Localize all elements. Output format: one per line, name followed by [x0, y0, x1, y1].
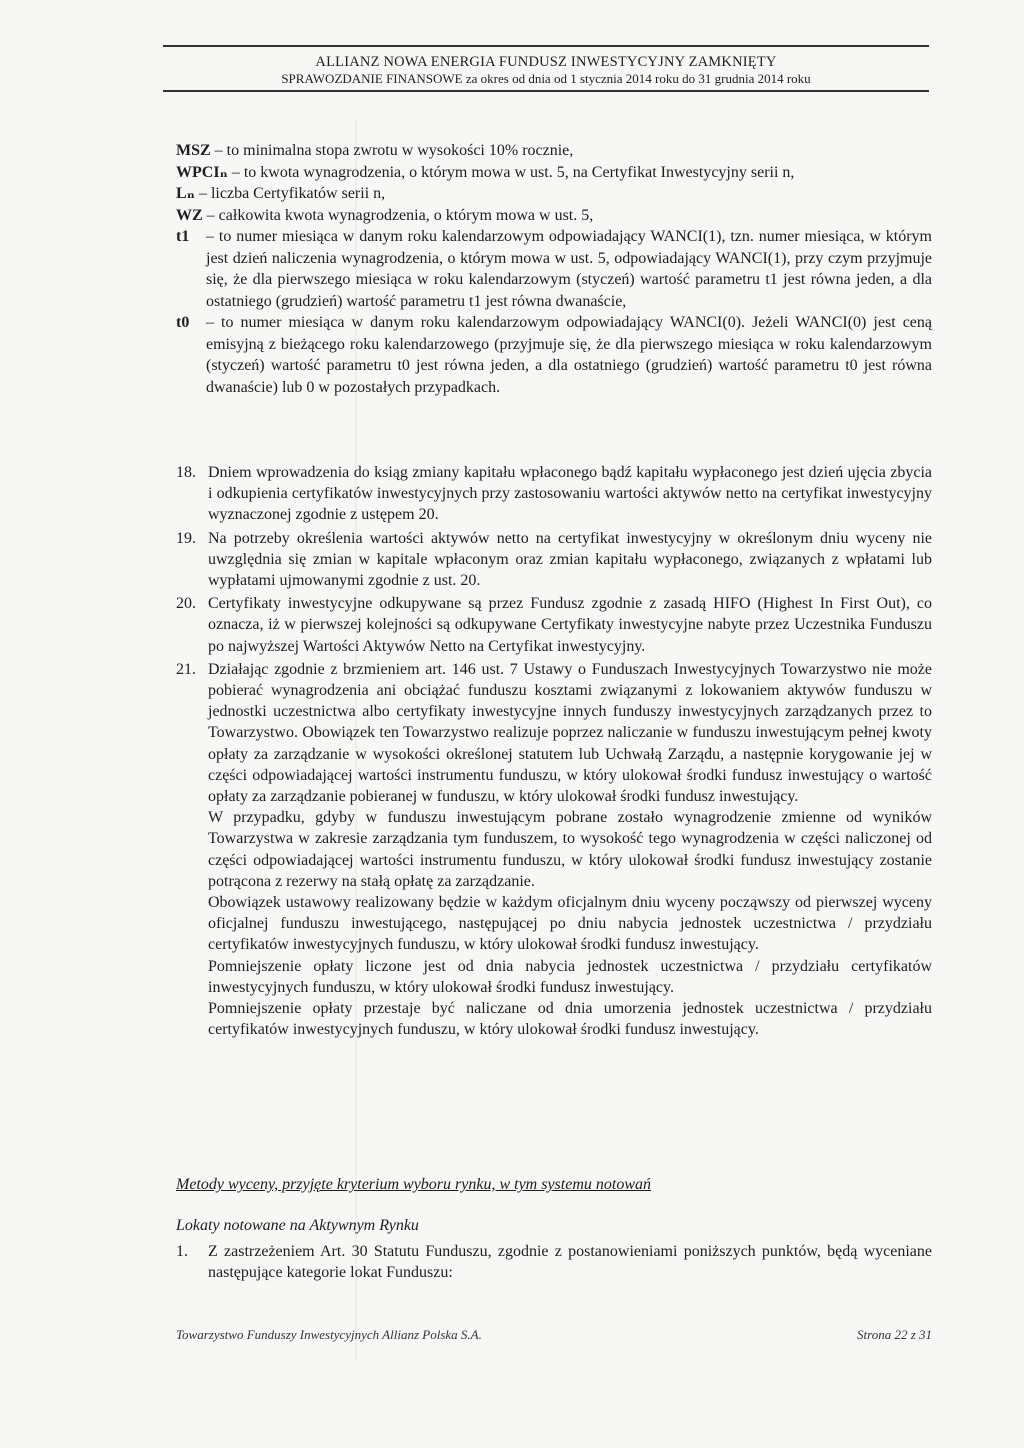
paragraph-number: 18.: [176, 464, 196, 481]
definition-term: WPCIₙ: [176, 163, 228, 181]
definition-text: – to numer miesiąca w danym roku kalendarzowym odpowiadający WANCI(1), tzn. numer miesiąca, w którym jest dzień naliczenia wynagrodzenia, o którym mowa w ust. 5, odpowiadający WANCI(1), przy czym przyjmuje się, że dla pierwszego miesiąca w roku kalendarzowym (styczeń) wartość parametru t1 jest równa jeden, a dla ostatniego (grudzień) wartość parametru t1 jest równa dwanaście,: [206, 228, 932, 310]
point-number: 1.: [176, 1243, 188, 1260]
definition-wz: [176, 205, 932, 227]
definition-term: MSZ: [176, 142, 211, 159]
definition-term: t1: [176, 228, 190, 245]
paragraph-text: Na potrzeby określenia wartości aktywów netto na certyfikat inwestycyjny w określonym dniu wyceny nie uwzględnia się zmian w kapitale wpłaconym oraz zmian kapitału wypłaconego, związanych z wpłatami lub wypłatami ujmowanymi zgodnie z ust. 20.: [208, 529, 932, 590]
definition-text: – liczba Certyfikatów serii n,: [198, 185, 386, 202]
paragraph-text: Dniem wprowadzenia do ksiąg zmiany kapitału wpłaconego bądź kapitału wypłaconego jest dzień ujęcia zbycia i odkupienia certyfikatów inwestycyjnych przy zastosowaniu wartości aktywów netto na certyfikat inwestycyjny wyznaczonej zgodnie z ustępem 20.: [208, 464, 932, 524]
paragraph-number: 21.: [176, 660, 196, 678]
definition-msz: [176, 140, 932, 162]
paragraph-text: Pomniejszenie opłaty przestaje być naliczane od dnia umorzenia jednostek uczestnictwa / przydziału certyfikatów inwestycyjnych funduszu, w który ulokował środki fundusz inwestujący.: [208, 1000, 932, 1039]
definition-term: Lₙ: [176, 185, 195, 202]
footer-page-number: Strona 22 z 31: [857, 1327, 932, 1342]
point-1: [176, 1241, 932, 1283]
footer-company: Towarzystwo Funduszy Inwestycyjnych Allianz Polska S.A.: [176, 1327, 482, 1342]
definition-text: – to kwota wynagrodzenia, o którym mowa w ust. 5, na Certyfikat Inwestycyjny serii n,: [231, 163, 795, 181]
definition-text: – to numer miesiąca w danym roku kalendarzowym odpowiadający WANCI(0). Jeżeli WANCI(0) jest ceną emisyjną z bieżącego roku kalendarzowego (przyjmuje się, że dla pierwszego miesiąca w roku kalendarzowym (styczeń) wartość parametru t0 jest równa jeden, a dla ostatniego (grudzień) wartość parametru t0 jest równa dwanaście) lub 0 w pozostałych przypadkach.: [206, 314, 932, 396]
paragraph-20: [176, 593, 932, 657]
point-text: Z zastrzeżeniem Art. 30 Statutu Funduszu, zgodnie z postanowieniami poniższych punktów, będą wyceniane następujące kategorie lokat Funduszu:: [208, 1243, 932, 1281]
header-report-period: SPRAWOZDANIE FINANSOWE za okres od dnia od 1 stycznia 2014 roku do 31 grudnia 2014 roku: [281, 71, 811, 86]
paragraph-number: 19.: [176, 529, 196, 547]
numbered-paragraphs: [176, 462, 932, 1040]
paragraph-text: W przypadku, gdyby w funduszu inwestującym pobrane zostało wynagrodzenie zmienne od wyników Towarzystwa w zakresie zarządzania tym funduszem, to wysokość tego wynagrodzenia w części naliczonej od części odpowiadającej wartości instrumentu funduszu, w który ulokował środki fundusz inwestujący zostanie potrącona z rezerwy na stałą opłatę za zarządzanie.: [208, 809, 932, 890]
formula-definitions: [176, 140, 932, 398]
paragraph-text: Pomniejszenie opłaty liczone jest od dnia nabycia jednostek uczestnictwa / przydziału certyfikatów inwestycyjnych funduszu, w który ulokował środki fundusz inwestujący.: [208, 957, 932, 996]
paragraph-18: [176, 462, 932, 526]
section-title: Metody wyceny, przyjęte kryterium wyboru rynku, w tym systemu notowań: [176, 1176, 651, 1193]
definition-ln: [176, 183, 932, 205]
definition-t1: [176, 226, 932, 312]
document-header: [163, 45, 929, 92]
page-footer: [176, 1327, 932, 1343]
paragraph-text: Obowiązek ustawowy realizowany będzie w każdym oficjalnym dniu wyceny począwszy od pierwszej wyceny oficjalnej funduszu inwestującego, następującej po dniu nabycia jednostek uczestnictwa / przydziału certyfikatów inwestycyjnych funduszu, w który ulokował środki fundusz inwestujący.: [208, 894, 932, 954]
header-fund-name: ALLIANZ NOWA ENERGIA FUNDUSZ INWESTYCYJNY ZAMKNIĘTY: [315, 54, 777, 70]
subsection-title: Lokaty notowane na Aktywnym Rynku: [176, 1217, 419, 1234]
definition-term: WZ: [176, 206, 203, 224]
paragraph-19: [176, 528, 932, 592]
definition-term: t0: [176, 314, 190, 331]
paragraph-number: 20.: [176, 595, 196, 613]
paragraph-text: Certyfikaty inwestycyjne odkupywane są przez Fundusz zgodnie z zasadą HIFO (Highest In First Out), co oznacza, iż w pierwszej kolejności są odkupywane Certyfikaty inwestycyjne nabyte przez Uczestnika Funduszu po najwyższej Wartości Aktywów Netto na Certyfikat inwestycyjny.: [208, 595, 932, 655]
paragraph-21: [176, 659, 932, 1041]
definition-t0: [176, 312, 932, 398]
definition-text: – to minimalna stopa zwrotu w wysokości 10% rocznie,: [214, 142, 574, 159]
paragraph-text: Działając zgodnie z brzmieniem art. 146 ust. 7 Ustawy o Funduszach Inwestycyjnych Towarzystwo nie może pobierać wynagrodzenia ani obciążać funduszu kosztami związanymi z lokowaniem aktywów funduszu w jednostki uczestnictwa albo certyfikaty inwestycyjne innych funduszy inwestycyjnych zarządzanych przez to Towarzystwo. Obowiązek ten Towarzystwo realizuje poprzez naliczanie w funduszu inwestującym pełnej kwoty opłaty za zarządzanie w wysokości określonej statutem lub Uchwałą Zarządu, a następnie korygowanie jej w części odpowiadającej wartości instrumentu funduszu, w który ulokował środki fundusz inwestujący o wartość opłaty za zarządzanie pobieranej w funduszu, w który ulokował środki fundusz inwestujący.: [208, 660, 932, 806]
definition-text: – całkowita kwota wynagrodzenia, o którym mowa w ust. 5,: [206, 206, 594, 224]
definition-wpci: [176, 162, 932, 184]
